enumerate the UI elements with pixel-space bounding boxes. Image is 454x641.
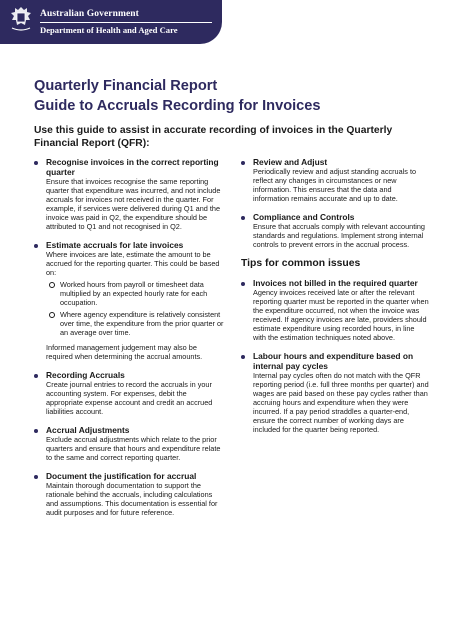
item-heading: Document the justification for accrual xyxy=(46,471,197,481)
department-name: Department of Health and Aged Care xyxy=(40,25,178,35)
intro-text: Use this guide to assist in accurate recording of invoices in the Quarterly Financial Report (QFR): xyxy=(34,125,393,149)
item-body: Periodically review and adjust standing accruals to reflect any changes in circumstances or new information. This ensures that the data and information remains accurate and up to date. xyxy=(253,167,417,203)
title-line-1: Quarterly Financial Report xyxy=(34,78,218,94)
list-item xyxy=(34,240,224,361)
banner-divider xyxy=(40,22,212,23)
document-title xyxy=(34,76,424,116)
list-item xyxy=(241,278,429,342)
item-body: Where invoices are late, estimate the amount to be accrued for the reporting quarter. This could be based on: xyxy=(46,250,220,277)
item-body: Maintain thorough documentation to support the rationale behind the accruals, including calculations and assumptions. This documentation is essential for audit purposes and for future reference. xyxy=(46,481,218,517)
tips-heading: Tips for common issues xyxy=(241,258,361,269)
list-item xyxy=(34,370,224,416)
government-banner xyxy=(0,0,222,44)
item-heading: Review and Adjust xyxy=(253,157,328,167)
item-heading: Invoices not billed in the required quarter xyxy=(253,278,418,288)
left-column xyxy=(34,157,224,526)
sub-list-item xyxy=(46,280,224,307)
sub-list-item xyxy=(46,310,224,337)
list-item xyxy=(241,351,429,434)
bullet-icon xyxy=(34,475,38,479)
item-body: Create journal entries to record the accruals in your accounting system. For expenses, debit the appropriate expense account and credit an accrued liabilities account. xyxy=(46,380,213,416)
hollow-bullet-icon xyxy=(49,312,55,318)
item-heading: Estimate accruals for late invoices xyxy=(46,240,184,250)
list-item xyxy=(241,212,429,249)
bullet-icon xyxy=(241,355,245,359)
item-heading: Labour hours and expenditure based on internal pay cycles xyxy=(253,351,414,371)
item-body: Ensure that invoices recognise the same reporting quarter that expenditure was incurred, and not include accruals for invoices not received in the quarter. For example, if services were delivered during Q1 and the invoice was paid in Q2, the expenditure should be attributed to Q1 and not recognised in Q2. xyxy=(46,177,221,231)
bullet-icon xyxy=(241,216,245,220)
list-item xyxy=(241,157,429,203)
sub-item-text: Worked hours from payroll or timesheet data multiplied by an expected hourly rate for each occupation. xyxy=(60,280,208,307)
item-heading: Compliance and Controls xyxy=(253,212,355,222)
bullet-icon xyxy=(241,161,245,165)
hollow-bullet-icon xyxy=(49,282,55,288)
item-body: Ensure that accruals comply with relevant accounting standards and regulations. Implement strong internal controls to prevent errors in the accrual process. xyxy=(253,222,425,249)
item-body: Exclude accrual adjustments which relate to the prior quarters and ensure that hours and expenditure relate to the same and correct reporting quarter. xyxy=(46,435,221,462)
item-body: Internal pay cycles often do not match with the QFR reporting period (i.e. full three months per quarter) and wages are paid based on these pay cycles rather than accruing hours and expenditure when they were incurred. If a pay period straddles a quarter-end, ensure the correct number of working days are included for the quarter being reported. xyxy=(253,371,429,434)
sub-list xyxy=(46,280,224,337)
item-heading: Recording Accruals xyxy=(46,370,125,380)
item-heading: Accrual Adjustments xyxy=(46,425,130,435)
bullet-icon xyxy=(34,161,38,165)
government-name: Australian Government xyxy=(40,9,139,19)
list-item xyxy=(34,471,224,517)
bullet-icon xyxy=(34,429,38,433)
bullet-icon xyxy=(34,374,38,378)
list-item xyxy=(34,425,224,462)
sub-item-text: Where agency expenditure is relatively consistent over time, the expenditure from the prior quarter or an average over time. xyxy=(60,310,224,337)
item-body: Agency invoices received late or after the relevant reporting quarter must be reported in the quarter when the expenditure occurred, not when the invoice was received. If agency invoices are late, providers should estimate expenditure using recorded hours, in line with the estimation techniques noted above. xyxy=(253,288,429,342)
title-line-2: Guide to Accruals Recording for Invoices xyxy=(34,98,321,114)
bullet-icon xyxy=(241,282,245,286)
list-item xyxy=(34,157,224,231)
item-heading: Recognise invoices in the correct reporting quarter xyxy=(46,157,219,177)
bullet-icon xyxy=(34,244,38,248)
coat-of-arms-icon xyxy=(6,4,36,34)
item-note: Informed management judgement may also be required when determining the accrual amounts. xyxy=(46,343,203,361)
right-column xyxy=(241,157,429,443)
